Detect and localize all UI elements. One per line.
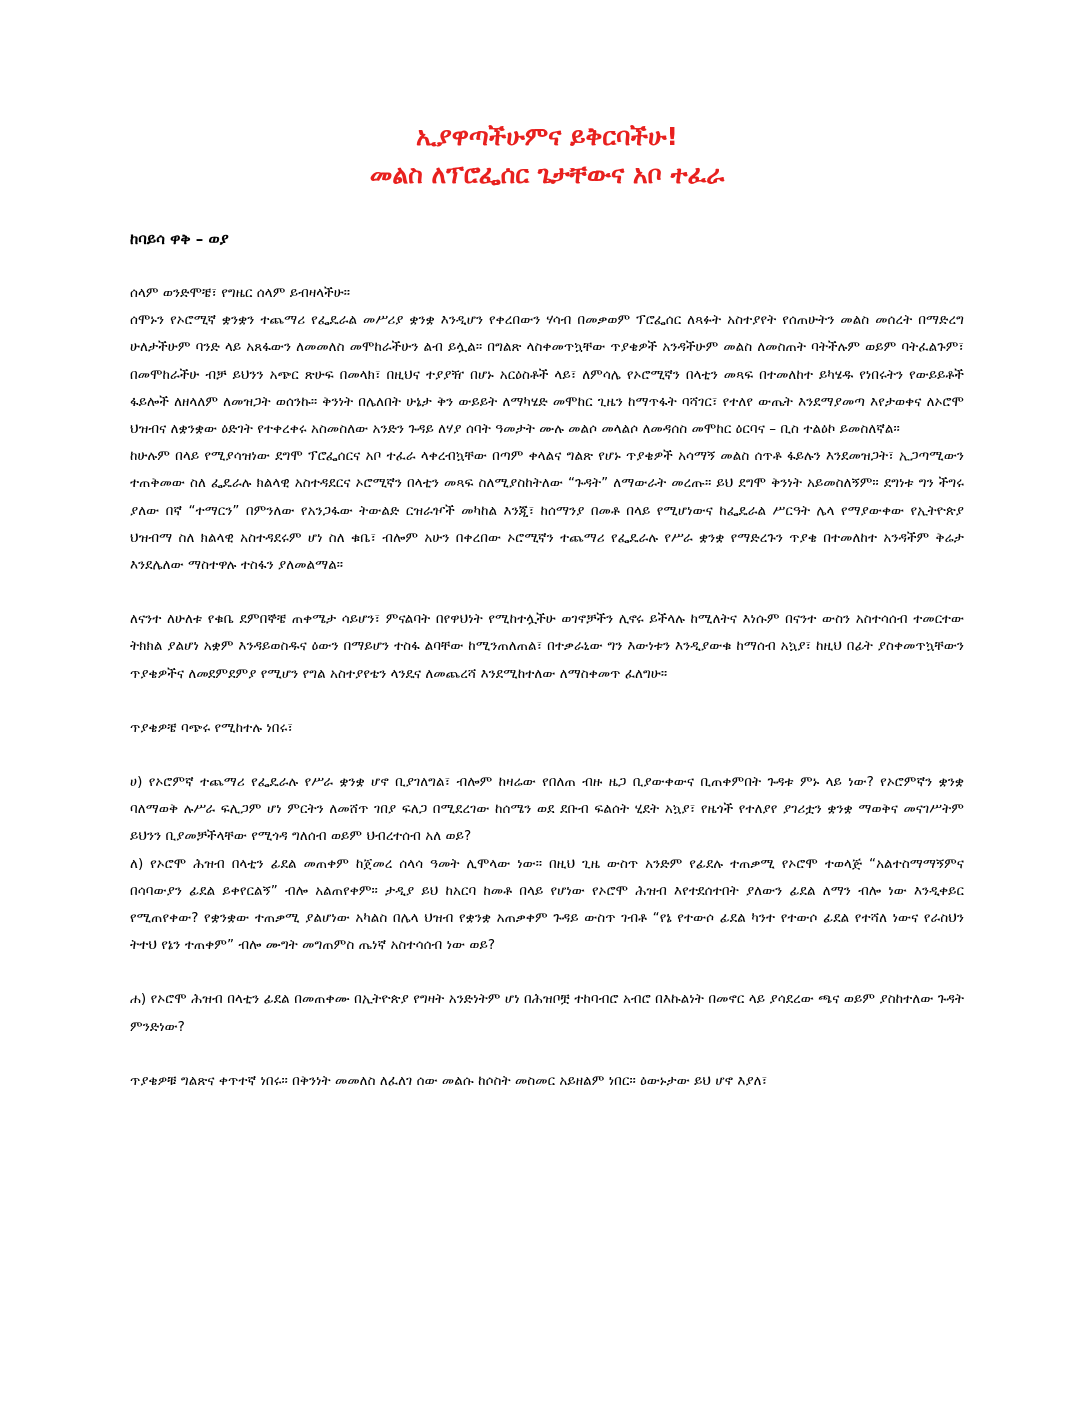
article-body [130, 280, 964, 1095]
body-paragraph: ጥያቄዎቹ ግልጽና ቀጥተኛ ነበሩ። በቅንነት መመለስ ለፈለገ ሰው መልሱ ከሶስት መስመር አይዘልም ነበር። ዕውኑታው ይህ ሆኖ እያለ፣ [130, 1072, 768, 1089]
body-paragraph: ለናንተ ለሁለቱ የቁቤ ደምበኞቼ ጠቀሜታ ሳይሆን፣ ምናልባት በየዋህነት የሚከተሏችሁ ወገኖቻችን ሊኖሩ ይችላሉ ከሚለትና እነሱም በናንተ ውስን አስተሳሰብ ተመርተው ትክክል ያልሆነ አቋም እንዳይወስዱና ዕውን በማይሆን ተስፋ ልባቸው ከሚንጠለጠል፣ በተቃራኒው ግን እውነቱን እንዲያውቁ ከማሰብ አኳያ፣ ከዚህ በፊት ያስቀመጥኳቸውን ጥያቄዎችና ለመደምደምያ የሚሆን የግል አስተያየቴን ላንዴና ለመጨረሻ እንደሚከተለው ለማስቀመጥ ፈለግሁ። [130, 611, 964, 682]
questions-intro: ጥያቄዎቼ ባጭሩ የሚከተሉ ነበሩ፣ [130, 719, 293, 736]
question-c: ሐ) የኦሮሞ ሕዝብ በላቲን ፊደል በመጠቀሙ በኢትዮጵያ የግዛት አንድነትም ሆነ በሕዝቦቿ ተከባብሮ አብሮ በእኩልነት በመኖር ላይ ያሳደረው ጫና ወይም ያስከተለው ጉዳት ምንድነው? [130, 991, 964, 1035]
body-paragraph: ከሁሉም በላይ የሚያሳዝነው ደግሞ ፕሮፌሰርና አቦ ተፈራ ላቀረብኳቸው በጣም ቀላልና ግልጽ የሆኑ ጥያቄዎች አሳማኝ መልስ ሰጥቶ ፋይሉን እንደመዝጋት፣ ኢጋጣሚውን ተጠቅመው ስለ ፌዴራሉ ክልላዊ አስተዳደርና ኦሮሚኛን በላቲን መጻፍ ስለሚያስከትለው “ጉዳት” ለማውራት መረጡ። ይህ ደግሞ ቅንነት አይመስለኝም። ደግነቱ ግን ችግሩ ያለው በኛ “ተማርን” በምንለው የአንጋፋው ትውልድ ርዝራዦች መካከል እንጂ፣ ከሰማንያ በመቶ በላይ የሚሆነውና ከፌዴራል ሥርዓት ሌላ የማያውቀው የኢትዮጵያ ህዝብማ ስለ ክልላዊ አስተዳደሩም ሆነ ስለ ቁቤ፣ ብሎም አሁን በቀረበው ኦሮሚኛን ተጨማሪ የፌዴራሉ የሥራ ቋንቋ የማድረጉን ጥያቄ በተመለከተ አንዳችም ቅሬታ እንደሌለው ማስተዋሉ ተስፋን ያለመልማል። [130, 448, 964, 574]
document-page [130, 118, 964, 1095]
title-line-2: መልስ ለፕሮፌሰር ጌታቸውና አቦ ተፈራ [369, 160, 725, 189]
question-a: ሀ) የኦሮምኛ ተጨማሪ የፌዴራሉ የሥራ ቋንቋ ሆኖ ቢያገለግል፣ ብሎም ከዛሬው የበለጠ ብዙ ዜጋ ቢያውቀውና ቢጠቀምበት ጉዳቱ ምኑ ላይ ነው? የኦሮምኛን ቋንቋ ባለማወቅ ሉሥራ ፍሊጋም ሆነ ምርትን ለመሸጥ ገበያ ፍለጋ በሚደረገው ከሰሜን ወደ ደቡብ ፍልሰት ሂደት አኳያ፣ የዜጎች የተለያየ ያገሪቷን ቋንቋ ማወቅና መናገሥትም ይህንን ቢያመቻችላቸው የሚጎዳ ግለሰብ ወይም ህብረተሰብ አለ ወይ? [130, 774, 964, 845]
question-b: ለ) የኦሮሞ ሕዝብ በላቲን ፊደል መጠቀም ከጀመረ ሰላሳ ዓመት ሊሞላው ነው። በዚህ ጊዜ ውስጥ አንድም የፊደሉ ተጠቃሚ የኦሮሞ ተወላጅ “አልተስማማኝምና በሳባውያን ፊደል ይቀየርልኝ” ብሎ አልጠየቀም። ታዲያ ይህ ከአርባ ከመቶ በላይ የሆነው የኦሮሞ ሕዝብ እየተደሰተበት ያለውን ፊደል ለማን ብሎ ነው እንዲቀይር የሚጠየቀው? የቋንቋው ተጠቃሚ ያልሆነው አካልስ በሌላ ህዝብ የቋንቋ አጠቃቀም ጉዳይ ውስጥ ገብቶ “የኔ የተውሶ ፊደል ካንተ የተውሶ ፊደል የተሻለ ነውና የራስህን ትተህ የኔን ተጠቀም” ብሎ ሙግት መግጠምስ ጤነኛ አስተሳሰብ ነው ወይ? [130, 855, 964, 954]
author-byline: ከባይሳ ዋቅ – ወያ [130, 230, 229, 248]
title-line-1: ኢያዋጣችሁምና ይቅርባችሁ! [416, 122, 678, 151]
document-title [130, 118, 964, 194]
body-paragraph: ሰሞኑን የኦሮሚኛ ቋንቋን ተጨማሪ የፌዴራል መሥሪያ ቋንቋ እንዲሆን የቀረበውን ሃሳብ በመቃወም ፕሮፌሰር ለጻፉት አስተያየት የሰጠሁትን መልስ መሰረት በማድረግ ሁለታችሁም ባንድ ላይ አጸፋውን ለመመለስ መሞከራችሁን ልብ ይሏል። በግልጽ ላስቀመጥኳቸው ጥያቄዎች አንዳችሁም መልስ ለመስጠት ባትችሉም ወይም ባትፈልጉም፣ በመሞከራችሁ ብቻ ይህንን አጭር ጽሁፍ በመላክ፣ በዚህና ተያያዥ በሆኑ አርዕስቶች ላይ፣ ለምሳሌ የኦሮሚኛን በላቲን መጻፍ በተመለከተ ይካሄዱ የነበሩትን የውይይቶች ፋይሎች ለዘላለም ለመዝጋት ወሰንኩ። ቅንነት በሌለበት ሁኔታ ቅን ውይይት ለማካሄድ መሞከር ጊዜን ከማጥፋት ባሻገር፣ የተለየ ውጤት እንደማያመጣ እየታወቀና ለኦሮሞ ህዝብና ለቋንቋው ዕድገት የተቀረቀሩ አስመስለው አንድን ጉዳይ ለሃያ ሰባት ዓመታት ሙሉ መልሶ መላልሶ ለመዳሰስ መሞከር ዕርባና – ቢስ ተልዕኮ ይመስለኛል። [130, 312, 964, 438]
greeting-paragraph: ሰላም ወንድሞቼ፣ የግዜር ሰላም ይብዛላችሁ። [130, 285, 351, 301]
